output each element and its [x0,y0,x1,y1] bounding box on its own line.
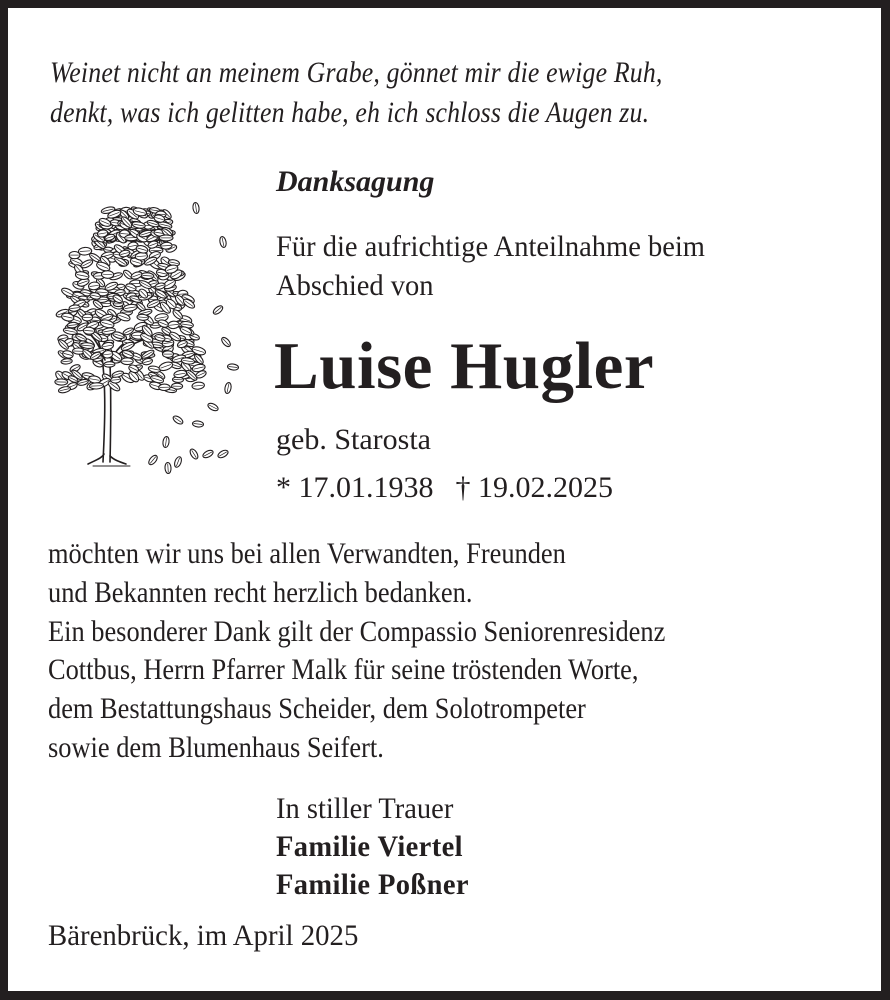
verse-line-2: denkt, was ich gelitten habe, eh ich schloss die Augen zu. [50,96,650,129]
mourners [276,790,469,904]
life-dates [276,468,613,508]
thanks-body [48,535,665,768]
verse-line-1: Weinet nicht an meinem Grabe, gönnet mir die ewige Ruh, [50,56,663,89]
family-possner: Familie Poßner [276,868,469,901]
deceased-name: Luise Hugler [274,329,655,403]
body-line-1: möchten wir uns bei allen Verwandten, Freunden [48,537,566,570]
intro-text [276,227,705,305]
body-line-3: Ein besonderer Dank gilt der Compassio Seniorenresidenz [48,614,666,648]
place-and-date: Bärenbrück, im April 2025 [48,919,359,952]
body-line-4: Cottbus, Herrn Pfarrer Malk für seine tröstenden Worte, [48,653,639,687]
intro-line-1: Für die aufrichtige Anteilnahme beim [276,230,705,263]
death-cross-icon: † [455,471,471,504]
birth-star-icon: * [276,471,291,504]
body-line-6: sowie dem Blumenhaus Seifert. [48,730,384,764]
family-viertel: Familie Viertel [276,830,463,863]
death-date: 19.02.2025 [478,471,613,504]
heading-danksagung: Danksagung [276,165,435,198]
verse [50,53,663,133]
body-line-2: und Bekannten recht herzlich bedanken. [48,575,473,609]
intro-line-2: Abschied von [276,269,434,302]
body-line-5: dem Bestattungshaus Scheider, dem Solotrompeter [48,692,586,726]
mourners-intro: In stiller Trauer [276,792,454,825]
birth-date: 17.01.1938 [298,471,434,504]
tree-with-falling-leaves-icon [48,192,248,482]
birth-name: geb. Starosta [276,423,431,456]
obituary-card [8,8,881,991]
